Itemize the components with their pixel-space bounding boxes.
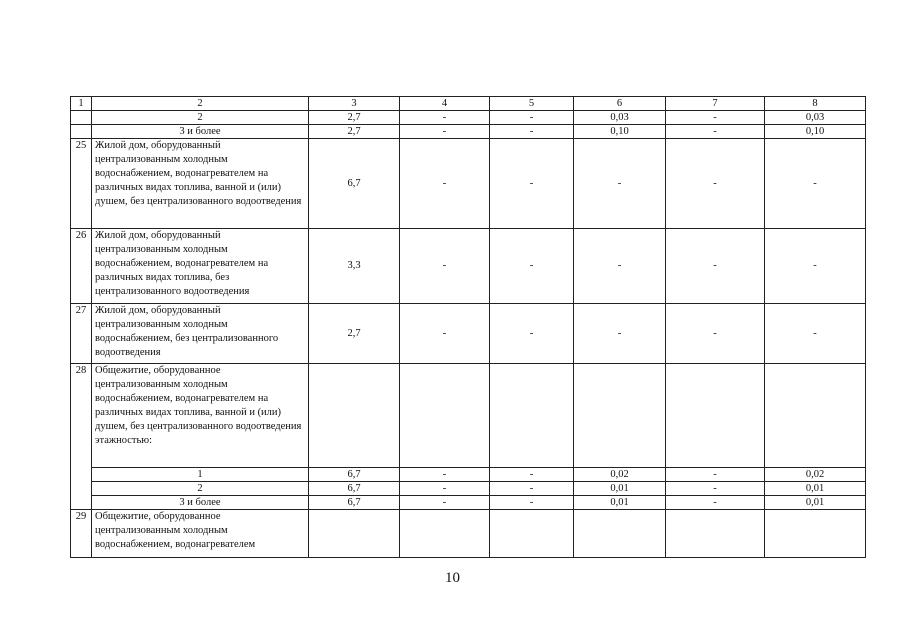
value-cell: 3,3 bbox=[309, 229, 400, 304]
column-header: 4 bbox=[400, 97, 490, 111]
value-cell: - bbox=[765, 139, 866, 229]
value-cell: 0,02 bbox=[765, 468, 866, 482]
row-number-cell bbox=[71, 111, 92, 125]
floor-label: 2 bbox=[92, 111, 309, 125]
floor-label: 3 и более bbox=[92, 125, 309, 139]
value-cell: - bbox=[765, 229, 866, 304]
table-row bbox=[71, 111, 866, 125]
value-cell bbox=[765, 510, 866, 558]
value-cell: - bbox=[400, 139, 490, 229]
value-cell: - bbox=[666, 304, 765, 364]
value-cell: 0,01 bbox=[765, 482, 866, 496]
page-number: 10 bbox=[445, 570, 460, 586]
value-cell bbox=[400, 364, 490, 468]
column-header: 5 bbox=[490, 97, 574, 111]
norms-table bbox=[70, 96, 866, 558]
value-cell: 0,03 bbox=[765, 111, 866, 125]
value-cell: 0,03 bbox=[574, 111, 666, 125]
floor-label: 1 bbox=[92, 468, 309, 482]
value-cell: 0,01 bbox=[574, 482, 666, 496]
column-header: 7 bbox=[666, 97, 765, 111]
table-row bbox=[71, 468, 866, 482]
value-cell bbox=[574, 364, 666, 468]
floor-label: 2 bbox=[92, 482, 309, 496]
column-header: 3 bbox=[309, 97, 400, 111]
value-cell bbox=[666, 364, 765, 468]
value-cell: - bbox=[666, 468, 765, 482]
row-number: 29 bbox=[71, 510, 92, 558]
value-cell: 2,7 bbox=[309, 125, 400, 139]
value-cell: 6,7 bbox=[309, 482, 400, 496]
value-cell: - bbox=[400, 482, 490, 496]
table-row bbox=[71, 482, 866, 496]
value-cell: - bbox=[400, 304, 490, 364]
value-cell: - bbox=[666, 482, 765, 496]
value-cell: - bbox=[490, 468, 574, 482]
value-cell: 2,7 bbox=[309, 304, 400, 364]
table-row bbox=[71, 304, 866, 364]
value-cell bbox=[309, 510, 400, 558]
value-cell: 0,01 bbox=[574, 496, 666, 510]
value-cell: - bbox=[666, 111, 765, 125]
column-header: 6 bbox=[574, 97, 666, 111]
floor-label: 3 и более bbox=[92, 496, 309, 510]
row-description: Жилой дом, оборудованный централизованным холодным водоснабжением, водонагревателем на различных видах топлива, ванной и (или) душем, без централизованного водоотведения bbox=[92, 139, 309, 229]
row-number: 28 bbox=[71, 364, 92, 510]
value-cell: - bbox=[490, 496, 574, 510]
table-row bbox=[71, 139, 866, 229]
value-cell bbox=[309, 364, 400, 468]
column-header: 8 bbox=[765, 97, 866, 111]
column-header: 1 bbox=[71, 97, 92, 111]
value-cell bbox=[765, 364, 866, 468]
value-cell bbox=[574, 510, 666, 558]
value-cell: 0,02 bbox=[574, 468, 666, 482]
row-number-cell bbox=[71, 125, 92, 139]
table-row bbox=[71, 364, 866, 468]
value-cell: - bbox=[574, 229, 666, 304]
row-description: Общежитие, оборудованное централизованным холодным водоснабжением, водонагревателем на различных видах топлива, ванной и (или) душем, без централизованного водоотведения этажностью: bbox=[92, 364, 309, 468]
value-cell: - bbox=[400, 111, 490, 125]
value-cell bbox=[400, 510, 490, 558]
value-cell: - bbox=[490, 125, 574, 139]
value-cell: 6,7 bbox=[309, 139, 400, 229]
value-cell: - bbox=[400, 125, 490, 139]
value-cell: - bbox=[490, 304, 574, 364]
value-cell: 0,10 bbox=[765, 125, 866, 139]
value-cell: - bbox=[400, 496, 490, 510]
value-cell bbox=[490, 510, 574, 558]
value-cell: - bbox=[765, 304, 866, 364]
table-row bbox=[71, 229, 866, 304]
value-cell: - bbox=[666, 125, 765, 139]
value-cell: - bbox=[666, 496, 765, 510]
value-cell: - bbox=[490, 111, 574, 125]
value-cell: 0,10 bbox=[574, 125, 666, 139]
value-cell: - bbox=[490, 229, 574, 304]
value-cell bbox=[490, 364, 574, 468]
row-number: 26 bbox=[71, 229, 92, 304]
value-cell: - bbox=[574, 139, 666, 229]
value-cell: - bbox=[490, 139, 574, 229]
value-cell: - bbox=[666, 229, 765, 304]
value-cell: - bbox=[490, 482, 574, 496]
row-description: Общежитие, оборудованное централизованным холодным водоснабжением, водонагревателем bbox=[92, 510, 309, 558]
value-cell bbox=[666, 510, 765, 558]
header-row bbox=[71, 97, 866, 111]
value-cell: - bbox=[574, 304, 666, 364]
table-row bbox=[71, 125, 866, 139]
value-cell: 6,7 bbox=[309, 496, 400, 510]
row-number: 27 bbox=[71, 304, 92, 364]
table-row bbox=[71, 510, 866, 558]
value-cell: - bbox=[400, 468, 490, 482]
column-header: 2 bbox=[92, 97, 309, 111]
table-row bbox=[71, 496, 866, 510]
value-cell: 0,01 bbox=[765, 496, 866, 510]
value-cell: 2,7 bbox=[309, 111, 400, 125]
row-number: 25 bbox=[71, 139, 92, 229]
value-cell: - bbox=[400, 229, 490, 304]
value-cell: - bbox=[666, 139, 765, 229]
row-description: Жилой дом, оборудованный централизованным холодным водоснабжением, без централизованного водоотведения bbox=[92, 304, 309, 364]
value-cell: 6,7 bbox=[309, 468, 400, 482]
row-description: Жилой дом, оборудованный централизованным холодным водоснабжением, водонагревателем на различных видах топлива, без централизованного водоотведения bbox=[92, 229, 309, 304]
